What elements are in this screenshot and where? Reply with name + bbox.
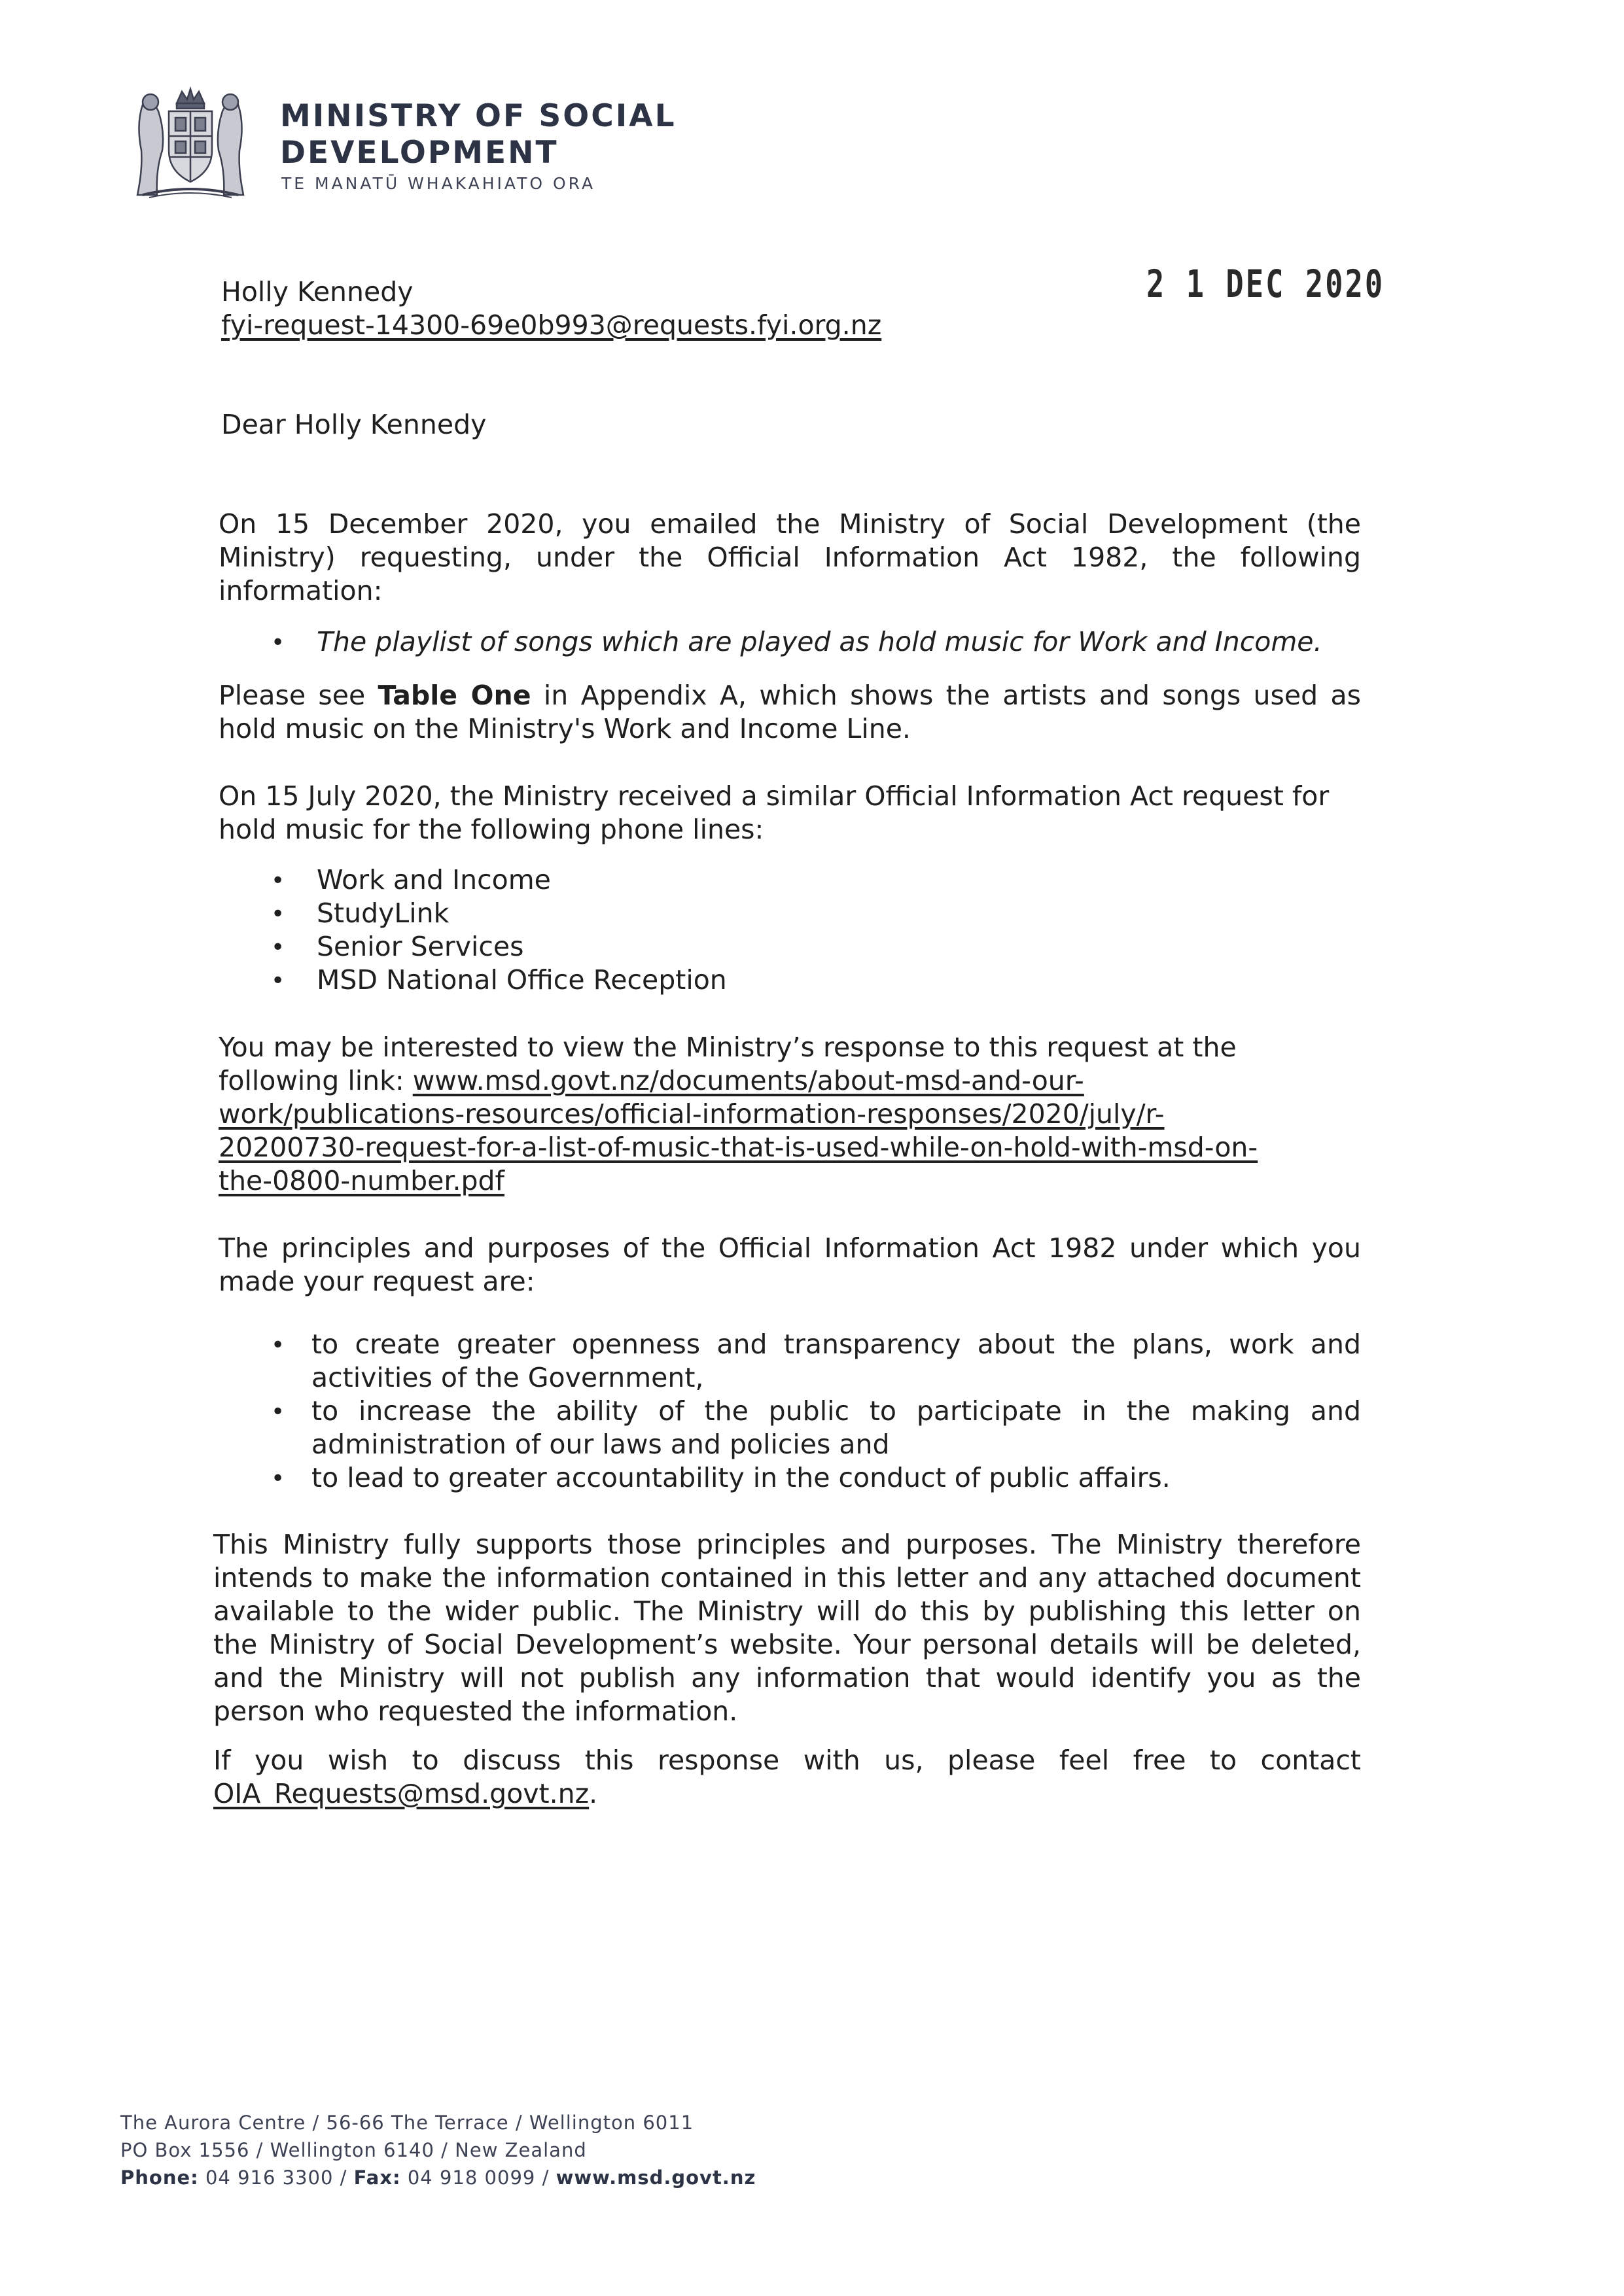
- principle-1-line-1: to create greater openness and transparency about the plans, work and: [311, 1329, 1361, 1360]
- bullet-icon: •: [271, 867, 285, 894]
- principle-3-line-1: to lead to greater accountability in the conduct of public affairs.: [311, 1462, 1171, 1493]
- paragraph-6-line-4: the Ministry of Social Development’s website. Your personal details will be deleted,: [213, 1629, 1361, 1660]
- paragraph-6-line-1: This Ministry fully supports those principles and purposes. The Ministry therefore: [213, 1529, 1361, 1560]
- bullet-icon: •: [271, 901, 285, 928]
- paragraph-5-line-2: made your request are:: [219, 1266, 535, 1297]
- list-item: Senior Services: [317, 931, 524, 962]
- paragraph-5-line-1: The principles and purposes of the Official Information Act 1982 under which you: [219, 1232, 1361, 1264]
- paragraph-6-line-5: and the Ministry will not publish any information that would identify you as the: [213, 1662, 1361, 1694]
- footer-website-link[interactable]: www.msd.govt.nz: [556, 2166, 756, 2189]
- list-item: StudyLink: [317, 897, 450, 929]
- paragraph-2-text: Please see: [219, 680, 366, 711]
- paragraph-2-line-1: [219, 679, 1361, 712]
- bullet-icon: •: [271, 629, 285, 656]
- recipient-name: Holly Kennedy: [221, 276, 414, 307]
- date-stamp: 2 1 DEC 2020: [1146, 262, 1385, 306]
- paragraph-1-line-2: Ministry) requesting, under the Official Information Act 1982, the following: [219, 542, 1361, 573]
- footer-phone: 04 916 3300 /: [205, 2166, 347, 2189]
- footer-fax-label: Fax:: [353, 2166, 401, 2189]
- paragraph-6-line-2: intends to make the information contained in this letter and any attached document: [213, 1562, 1361, 1593]
- list-item: Work and Income: [317, 864, 551, 896]
- recipient-email-link[interactable]: fyi-request-14300-69e0b993@requests.fyi.org.nz: [221, 309, 882, 341]
- table-one-label: Table One: [378, 680, 531, 711]
- bullet-icon: •: [271, 967, 285, 994]
- footer-phone-label: Phone:: [120, 2166, 199, 2189]
- ministry-name-line1: MINISTRY OF SOCIAL: [280, 98, 677, 134]
- paragraph-7-end: .: [589, 1778, 598, 1809]
- principle-1-line-2: activities of the Government,: [311, 1362, 704, 1393]
- footer-fax: 04 918 0099 /: [407, 2166, 550, 2189]
- paragraph-4-line-1: You may be interested to view the Ministry’s response to this request at the: [219, 1032, 1237, 1063]
- ministry-name-line2: DEVELOPMENT: [280, 135, 559, 171]
- response-pdf-link[interactable]: 20200730-request-for-a-list-of-music-that-is-used-while-on-hold-with-msd-on-: [219, 1132, 1258, 1163]
- bullet-icon: •: [271, 1332, 285, 1359]
- bullet-icon: •: [271, 934, 285, 961]
- response-pdf-link[interactable]: the-0800-number.pdf: [219, 1165, 504, 1196]
- paragraph-1-line-1: On 15 December 2020, you emailed the Ministry of Social Development (the: [219, 508, 1361, 540]
- paragraph-3-line-2: hold music for the following phone lines:: [219, 814, 764, 845]
- principle-2-line-1: to increase the ability of the public to participate in the making and: [311, 1395, 1361, 1427]
- footer-address-line-1: The Aurora Centre / 56-66 The Terrace / Wellington 6011: [120, 2112, 694, 2134]
- paragraph-1-line-3: information:: [219, 575, 383, 606]
- response-pdf-link[interactable]: www.msd.govt.nz/documents/about-msd-and-our-: [412, 1065, 1084, 1096]
- oia-requests-email-link[interactable]: OIA_Requests@msd.govt.nz: [213, 1778, 590, 1809]
- paragraph-6-line-6: person who requested the information.: [213, 1696, 738, 1727]
- paragraph-7-line-1: If you wish to discuss this response with us, please feel free to contact: [213, 1745, 1361, 1776]
- footer-address-line-2: PO Box 1556 / Wellington 6140 / New Zealand: [120, 2139, 587, 2161]
- bullet-icon: •: [271, 1399, 285, 1425]
- ministry-maori-name: TE MANATŪ WHAKAHIATO ORA: [281, 174, 596, 193]
- paragraph-3-line-1: On 15 July 2020, the Ministry received a similar Official Information Act request for: [219, 780, 1330, 812]
- bullet-icon: •: [271, 1465, 285, 1492]
- response-pdf-link[interactable]: work/publications-resources/official-information-responses/2020/july/r-: [219, 1098, 1165, 1130]
- paragraph-2-text: in Appendix A, which shows the artists and songs used as: [543, 680, 1361, 711]
- paragraph-4-line-2: [219, 1064, 1084, 1098]
- paragraph-6-line-3: available to the wider public. The Ministry will do this by publishing this letter on: [213, 1595, 1361, 1627]
- salutation: Dear Holly Kennedy: [221, 409, 487, 440]
- principle-2-line-2: administration of our laws and policies and: [311, 1429, 890, 1460]
- request-item: The playlist of songs which are played as hold music for Work and Income.: [317, 626, 1322, 657]
- paragraph-2-line-2: hold music on the Ministry's Work and Income Line.: [219, 713, 911, 744]
- ministry-name: [280, 98, 677, 171]
- paragraph-4-text: following link:: [219, 1065, 404, 1096]
- list-item: MSD National Office Reception: [317, 964, 727, 996]
- footer-contact-line: [120, 2166, 756, 2189]
- nz-coat-of-arms-icon: [123, 85, 258, 201]
